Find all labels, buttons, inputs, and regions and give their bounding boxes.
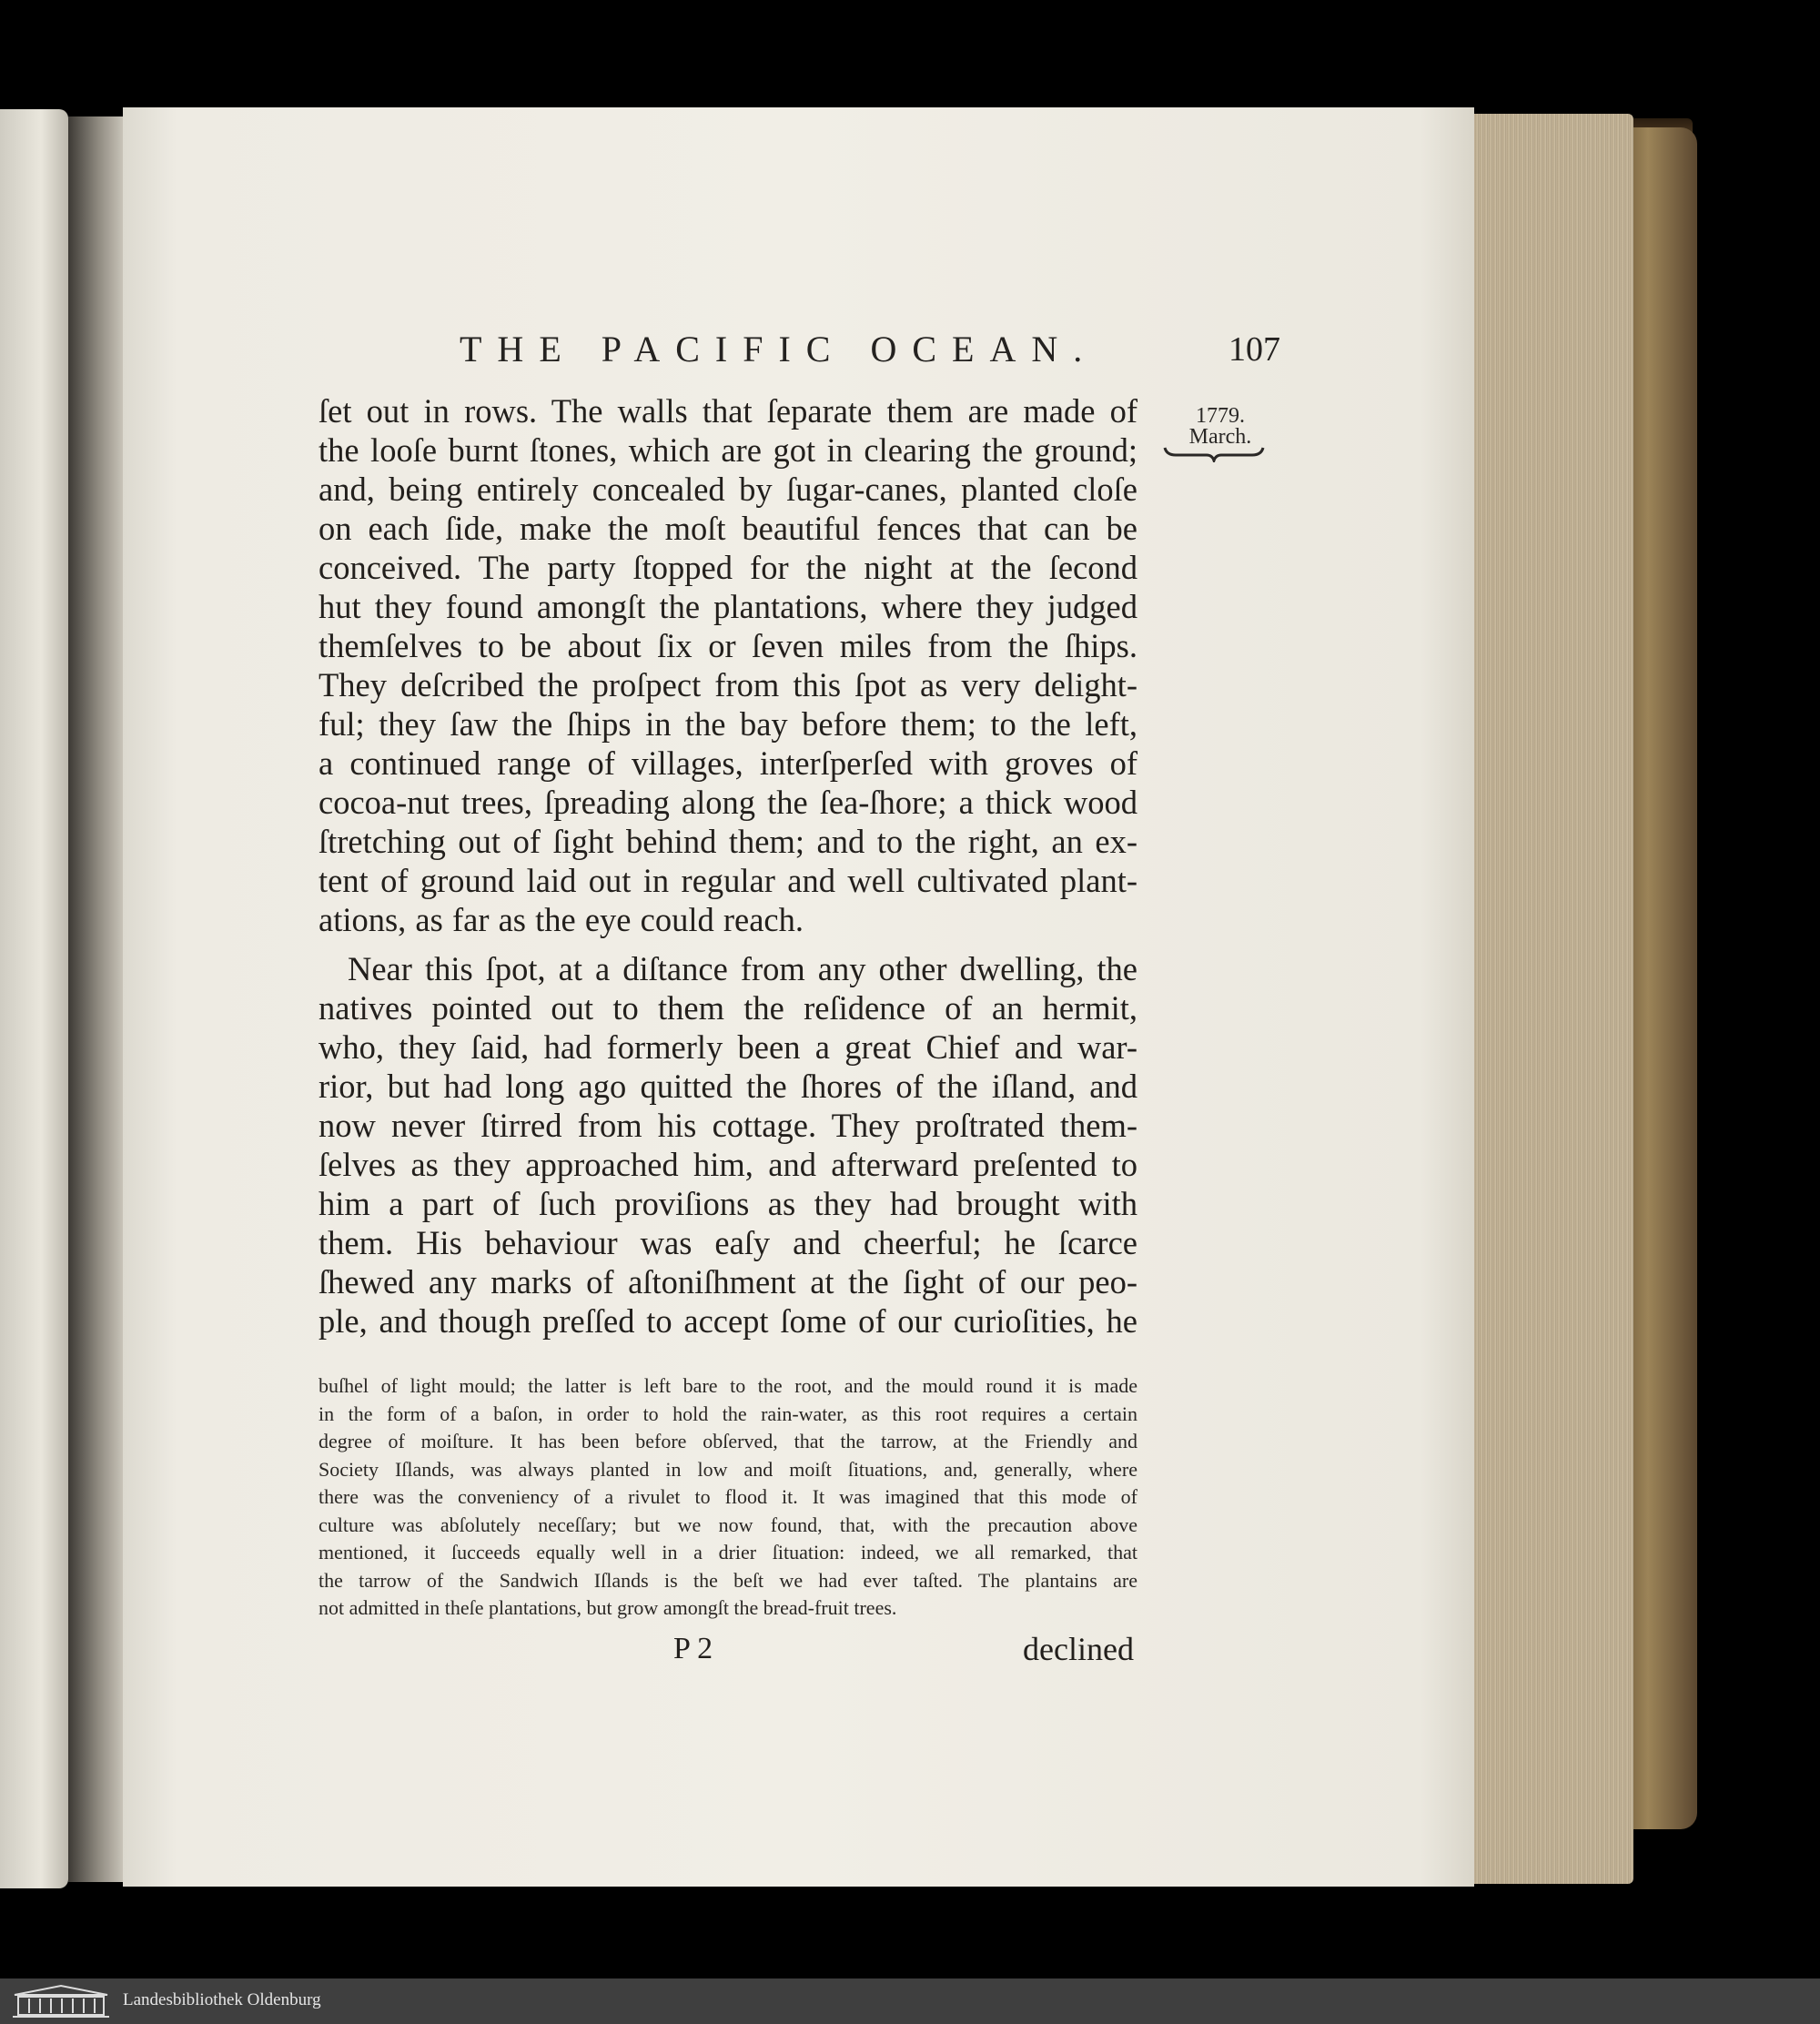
text-line: ſtretching out of ſight behind them; and to the right, an ex- (318, 823, 1138, 860)
text-line: ations, as far as the eye could reach. (318, 901, 804, 938)
footnote-line: mentioned, it ſucceeds equally well in a drier ſituation: indeed, we all remarked, that (318, 1541, 1138, 1564)
text-line: on each ſide, make the moſt beautiful fences that can be (318, 510, 1138, 547)
text-line: ſhewed any marks of aſtoniſhment at the ſight of our peo- (318, 1263, 1138, 1300)
text-line: ſelves as they approached him, and afterward preſented to (318, 1146, 1138, 1183)
text-line: and, being entirely concealed by ſugar-canes, planted cloſe (318, 471, 1138, 508)
margin-month: March. (1188, 425, 1252, 449)
text-line: ful; they ſaw the ſhips in the bay before them; to the left, (318, 705, 1138, 743)
margin-brace-icon (1163, 446, 1265, 462)
main-text (318, 391, 1138, 1341)
text-line: natives pointed out to them the reſidence of an hermit, (318, 989, 1138, 1027)
running-head: THE PACIFIC OCEAN. (460, 329, 1098, 369)
footnote-line: there was the conveniency of a rivulet to flood it. It was imagined that this mode of (318, 1485, 1138, 1508)
text-line: ple, and though preſſed to accept ſome of our curioſities, he (318, 1302, 1138, 1340)
text-line: now never ſtirred from his cottage. They proſtrated them- (318, 1107, 1138, 1144)
page-edges (1465, 114, 1633, 1884)
text-line: cocoa-nut trees, ſpreading along the ſea-ſhore; a thick wood (318, 784, 1138, 821)
footnote-line: degree of moiſture. It has been before obſerved, that the tarrow, at the Friendly and (318, 1430, 1138, 1452)
text-line: tent of ground laid out in regular and well cultivated plant- (318, 862, 1138, 899)
text-line: them. His behaviour was eaſy and cheerful; he ſcarce (318, 1224, 1138, 1261)
text-line: a continued range of villages, interſperſed with groves of (318, 744, 1138, 782)
footnote-line: not admitted in theſe plantations, but grow amongſt the bread-fruit trees. (318, 1596, 897, 1619)
text-line: ſet out in rows. The walls that ſeparate them are made of (318, 392, 1138, 430)
library-name: Landesbibliothek Oldenburg (123, 1990, 321, 2009)
book-gutter (68, 116, 123, 1882)
text-line: Near this ſpot, at a diſtance from any other dwelling, the (348, 950, 1138, 987)
paragraph-2 (318, 949, 1138, 1341)
footnote-line: buſhel of light mould; the latter is left bare to the root, and the mould round it is made (318, 1374, 1138, 1397)
text-line: hut they found amongſt the plantations, where they judged (318, 588, 1138, 625)
left-page-edge (0, 109, 68, 1888)
paragraph-1 (318, 391, 1138, 939)
text-line: They deſcribed the proſpect from this ſpot as very delight- (318, 666, 1138, 703)
text-line: themſelves to be about ſix or ſeven miles from the ſhips. (318, 627, 1138, 664)
margin-year: 1779. (1196, 404, 1245, 428)
footnote-line: Society Iſlands, was always planted in low and moiſt ſituations, and, generally, where (318, 1457, 1138, 1481)
footnote-line: in the form of a baſon, in order to hold the rain-water, as this root requires a certain (318, 1402, 1138, 1425)
library-building-icon (11, 1984, 111, 2019)
footnote-line: the tarrow of the Sandwich Iſlands is the beſt we had ever taſted. The plantains are (318, 1568, 1138, 1592)
text-line: who, they ſaid, had formerly been a great Chief and war- (318, 1028, 1138, 1066)
footnote (318, 1372, 1138, 1623)
footnote-line: culture was abſolutely neceſſary; but we now found, that, with the precaution above (318, 1513, 1138, 1536)
signature-mark: P 2 (673, 1632, 713, 1665)
text-line: him a part of ſuch proviſions as they had brought with (318, 1185, 1138, 1222)
page-number: 107 (1228, 330, 1280, 369)
text-line: the looſe burnt ſtones, which are got in clearing the ground; (318, 431, 1138, 469)
text-line: conceived. The party ſtopped for the night at the ſecond (318, 549, 1138, 586)
catchword: declined (1023, 1631, 1134, 1667)
footer-bar (0, 1978, 1820, 2024)
text-line: rior, but had long ago quitted the ſhores of the iſland, and (318, 1068, 1138, 1105)
